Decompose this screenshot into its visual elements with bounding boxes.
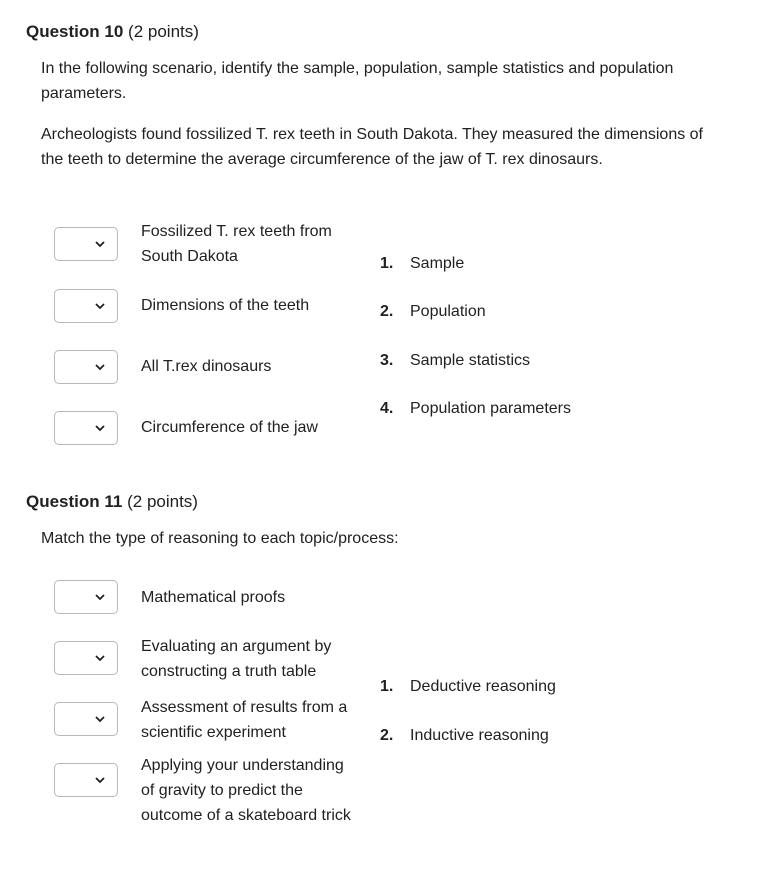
- match-dropdown[interactable]: [54, 641, 118, 675]
- chevron-down-icon: [95, 425, 105, 432]
- option-number: 3.: [380, 352, 394, 369]
- answer-option: [380, 676, 556, 698]
- question-number: Question 11: [26, 492, 123, 511]
- match-dropdown[interactable]: [54, 763, 118, 797]
- chevron-down-icon: [95, 594, 105, 601]
- match-dropdown[interactable]: [54, 227, 118, 261]
- chevron-down-icon: [95, 655, 105, 662]
- option-label: Sample: [410, 255, 465, 272]
- answer-option: [380, 253, 464, 275]
- option-number: 1.: [380, 255, 394, 272]
- match-item-text: Applying your understanding of gravity to predict the outcome of a skateboard trick: [141, 757, 351, 824]
- question-instruction: Match the type of reasoning to each topic/process:: [41, 530, 399, 547]
- option-label: Deductive reasoning: [410, 678, 556, 695]
- question-instruction: In the following scenario, identify the sample, population, sample statistics and population parameters.: [41, 60, 674, 102]
- option-label: Sample statistics: [410, 352, 531, 369]
- question-10-title: [26, 21, 199, 43]
- answer-option: [380, 301, 486, 323]
- match-item-text: Dimensions of the teeth: [141, 297, 310, 314]
- option-number: 1.: [380, 678, 394, 695]
- match-dropdown[interactable]: [54, 702, 118, 736]
- option-number: 4.: [380, 400, 394, 417]
- option-number: 2.: [380, 303, 394, 320]
- match-dropdown[interactable]: [54, 289, 118, 323]
- match-item-text: Fossilized T. rex teeth from South Dakota: [141, 223, 332, 265]
- match-item-text: All T.rex dinosaurs: [141, 358, 272, 375]
- option-number: 2.: [380, 727, 394, 744]
- match-item-text: Circumference of the jaw: [141, 419, 318, 436]
- match-dropdown[interactable]: [54, 580, 118, 614]
- match-dropdown[interactable]: [54, 350, 118, 384]
- answer-option: [380, 350, 530, 372]
- match-item-text: Mathematical proofs: [141, 589, 286, 606]
- answer-option: [380, 725, 549, 747]
- match-dropdown[interactable]: [54, 411, 118, 445]
- match-item-text: Assessment of results from a scientific experiment: [141, 699, 348, 741]
- question-points: (2 points): [127, 492, 198, 511]
- answer-option: [380, 398, 571, 420]
- option-label: Population parameters: [410, 400, 571, 417]
- option-label: Inductive reasoning: [410, 727, 549, 744]
- question-number: Question 10: [26, 22, 124, 41]
- chevron-down-icon: [95, 303, 105, 310]
- option-label: Population: [410, 303, 486, 320]
- question-11-title: [26, 491, 198, 513]
- chevron-down-icon: [95, 364, 105, 371]
- match-item-text: Evaluating an argument by constructing a truth table: [141, 638, 332, 680]
- question-scenario: Archeologists found fossilized T. rex teeth in South Dakota. They measured the dimensions of the teeth to determine the average circumference of the jaw of T. rex dinosaurs.: [41, 126, 703, 168]
- chevron-down-icon: [95, 716, 105, 723]
- question-points: (2 points): [128, 22, 199, 41]
- chevron-down-icon: [95, 777, 105, 784]
- chevron-down-icon: [95, 241, 105, 248]
